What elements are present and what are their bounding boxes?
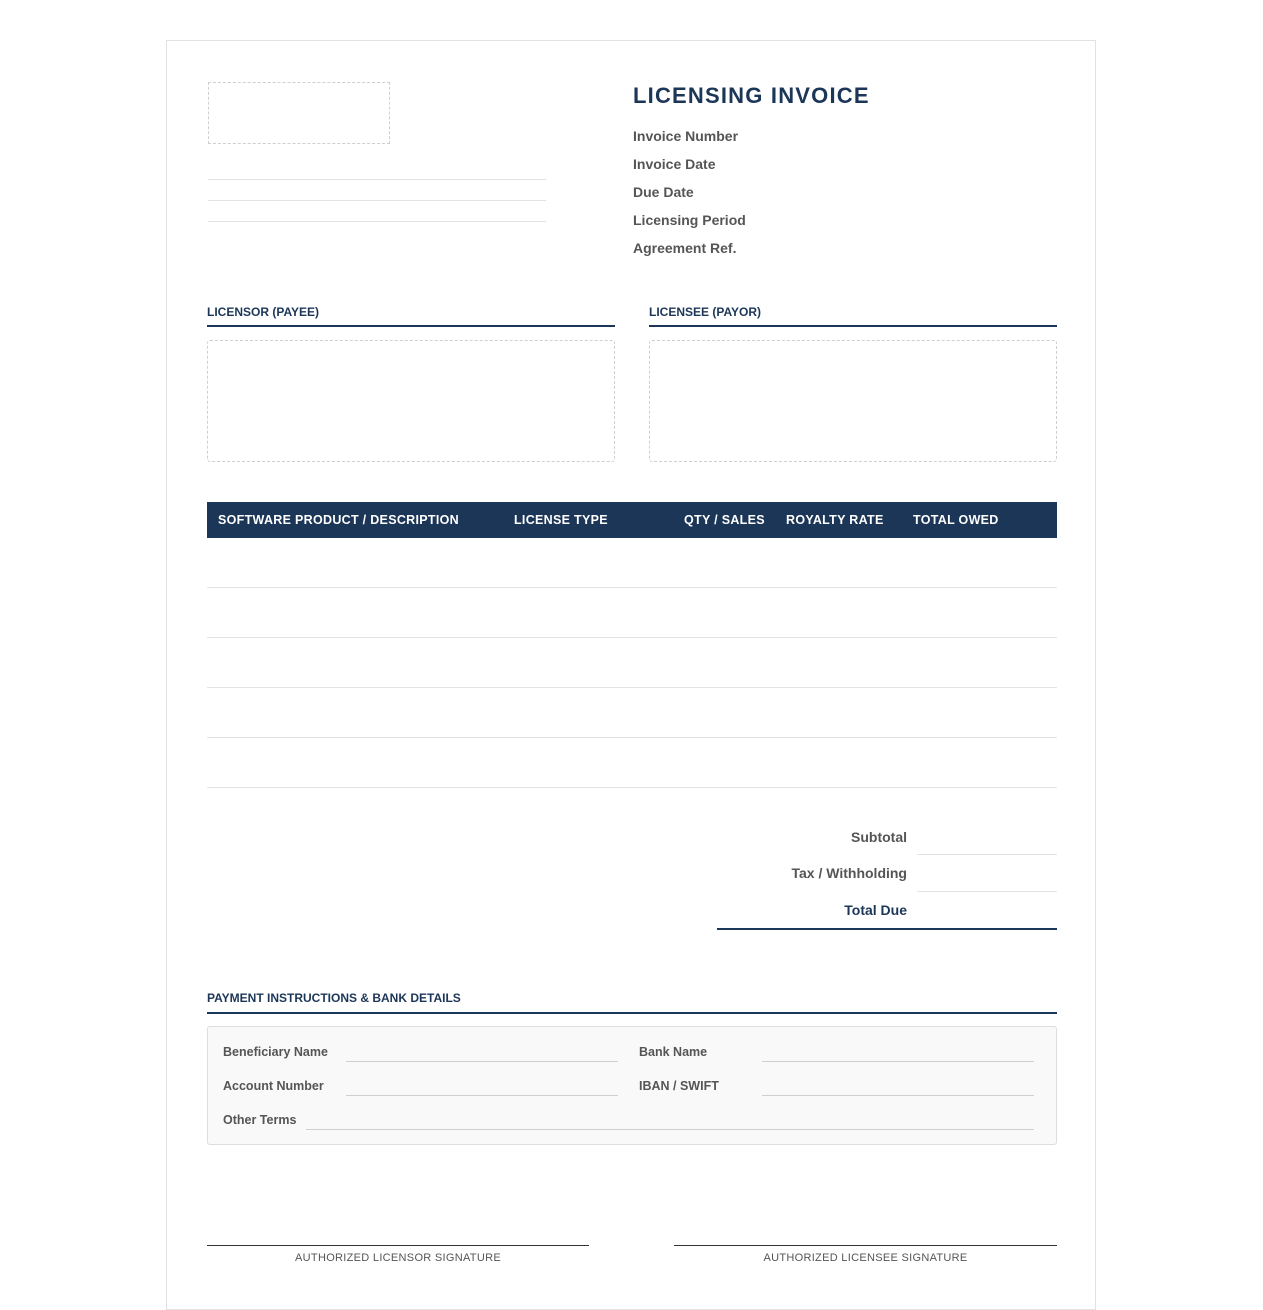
licensee-details-box[interactable]	[649, 340, 1057, 462]
bank-name-label: Bank Name	[639, 1045, 708, 1059]
beneficiary-field[interactable]	[346, 1061, 618, 1062]
bank-name-field[interactable]	[762, 1061, 1034, 1062]
address-line-3[interactable]	[208, 221, 546, 222]
agreement-ref-label: Agreement Ref.	[633, 240, 737, 256]
col-royalty-rate: ROYALTY RATE	[786, 513, 884, 527]
licensee-signature-caption: AUTHORIZED LICENSEE SIGNATURE	[763, 1252, 968, 1264]
invoice-page	[166, 40, 1096, 1310]
invoice-date-label: Invoice Date	[633, 156, 716, 172]
table-row[interactable]	[207, 687, 1057, 688]
licensor-details-box[interactable]	[207, 340, 615, 462]
licensee-signature-line[interactable]	[674, 1245, 1057, 1246]
address-line-1[interactable]	[208, 179, 546, 180]
iban-swift-label: IBAN / SWIFT	[639, 1079, 719, 1093]
account-number-label: Account Number	[223, 1079, 324, 1093]
table-row[interactable]	[207, 587, 1057, 588]
licensee-title: LICENSEE (PAYOR)	[649, 305, 762, 319]
licensee-rule	[649, 325, 1057, 327]
licensor-signature-line[interactable]	[207, 1245, 589, 1246]
table-row[interactable]	[207, 787, 1057, 788]
table-row[interactable]	[207, 637, 1057, 638]
col-qty-sales: QTY / SALES	[684, 513, 765, 527]
other-terms-label: Other Terms	[223, 1113, 297, 1127]
table-header	[207, 502, 1057, 538]
payment-title: PAYMENT INSTRUCTIONS & BANK DETAILS	[207, 991, 461, 1005]
tax-label: Tax / Withholding	[791, 865, 907, 881]
col-license-type: LICENSE TYPE	[514, 513, 608, 527]
col-product: SOFTWARE PRODUCT / DESCRIPTION	[218, 513, 459, 527]
tax-field[interactable]	[917, 891, 1057, 892]
invoice-number-label: Invoice Number	[633, 128, 739, 144]
account-number-field[interactable]	[346, 1095, 618, 1096]
payment-rule	[207, 1012, 1057, 1014]
col-total-owed: TOTAL OWED	[913, 513, 999, 527]
due-date-label: Due Date	[633, 184, 694, 200]
table-row[interactable]	[207, 737, 1057, 738]
invoice-title: LICENSING INVOICE	[633, 83, 870, 108]
beneficiary-label: Beneficiary Name	[223, 1045, 328, 1059]
total-due-label: Total Due	[844, 902, 907, 918]
total-due-rule	[717, 928, 1057, 930]
subtotal-field[interactable]	[917, 854, 1057, 855]
iban-swift-field[interactable]	[762, 1095, 1034, 1096]
licensor-title: LICENSOR (PAYEE)	[207, 305, 320, 319]
licensor-signature-caption: AUTHORIZED LICENSOR SIGNATURE	[295, 1252, 501, 1264]
other-terms-field[interactable]	[306, 1129, 1034, 1130]
licensor-rule	[207, 325, 615, 327]
bank-details-box	[207, 1026, 1057, 1145]
licensing-period-label: Licensing Period	[633, 212, 746, 228]
address-line-2[interactable]	[208, 200, 546, 201]
logo-placeholder[interactable]	[208, 82, 390, 144]
subtotal-label: Subtotal	[851, 829, 907, 845]
